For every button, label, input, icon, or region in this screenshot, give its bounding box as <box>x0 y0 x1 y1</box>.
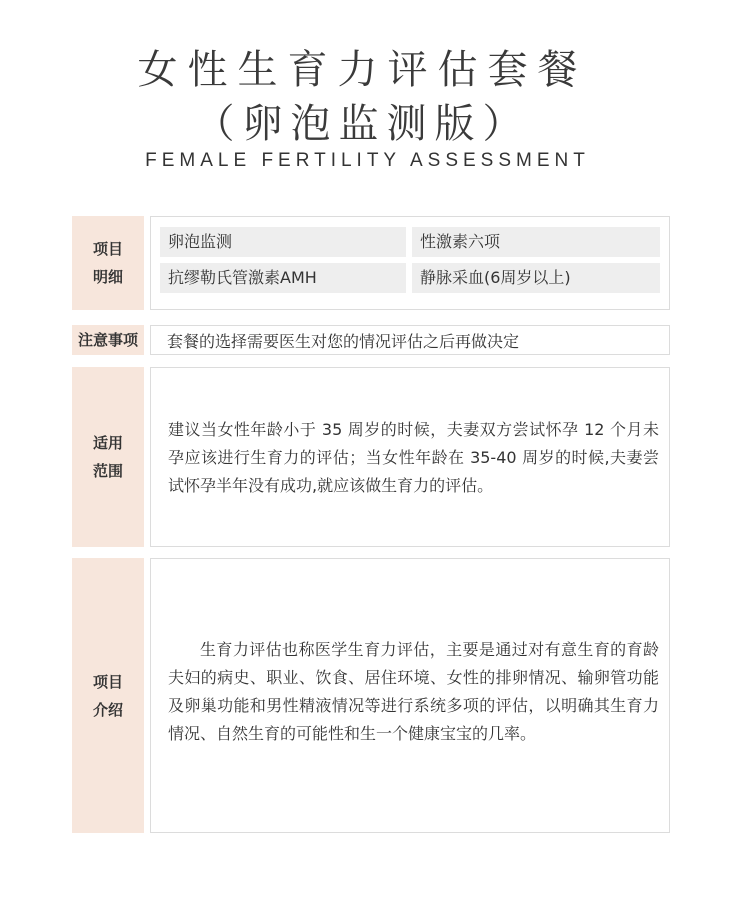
notice-label: 注意事项 <box>72 325 144 355</box>
english-subtitle: FEMALE FERTILITY ASSESSMENT <box>145 150 590 171</box>
item-cell: 静脉采血(6周岁以上) <box>412 263 660 293</box>
scope-label-line1: 适用 <box>92 434 123 452</box>
items-label <box>72 216 144 310</box>
scope-text: 建议当女性年龄小于 35 周岁的时候，夫妻双方尝试怀孕 12 个月未孕应该进行生育力的评估；当女性年龄在 35-40 周岁的时候,夫妻尝试怀孕半年没有成功,就应该做生育力的评估。 <box>168 420 659 495</box>
intro-section <box>72 558 670 833</box>
intro-label <box>72 558 144 833</box>
scope-section <box>72 367 670 547</box>
scope-label <box>72 367 144 547</box>
scope-label-line2: 范围 <box>92 462 123 480</box>
items-label-line1: 项目 <box>92 240 123 258</box>
intro-label-line2: 介绍 <box>92 700 123 719</box>
page-title: 女性生育力评估套餐 <box>137 47 588 93</box>
item-cell: 抗缪勒氏管激素AMH <box>160 263 406 293</box>
items-section <box>72 216 670 310</box>
items-label-line2: 明细 <box>92 268 123 286</box>
item-cell: 卵泡监测 <box>160 227 406 257</box>
notice-text: 套餐的选择需要医生对您的情况评估之后再做决定 <box>167 331 520 351</box>
intro-label-line1: 项目 <box>92 672 123 691</box>
intro-content <box>150 558 670 833</box>
intro-text: 生育力评估也称医学生育力评估，主要是通过对有意生育的育龄夫妇的病史、职业、饮食、居住环境、女性的排卵情况、输卵管功能及卵巢功能和男性精液情况等进行系统多项的评估，以明确其生育力情况、自然生育的可能性和生一个健康宝宝的几率。 <box>168 640 659 743</box>
page-title-subtitle: （卵泡监测版） <box>194 101 531 147</box>
items-content <box>150 216 670 310</box>
notice-content <box>150 325 670 355</box>
notice-section <box>72 325 670 355</box>
item-cell: 性激素六项 <box>412 227 660 257</box>
scope-content <box>150 367 670 547</box>
